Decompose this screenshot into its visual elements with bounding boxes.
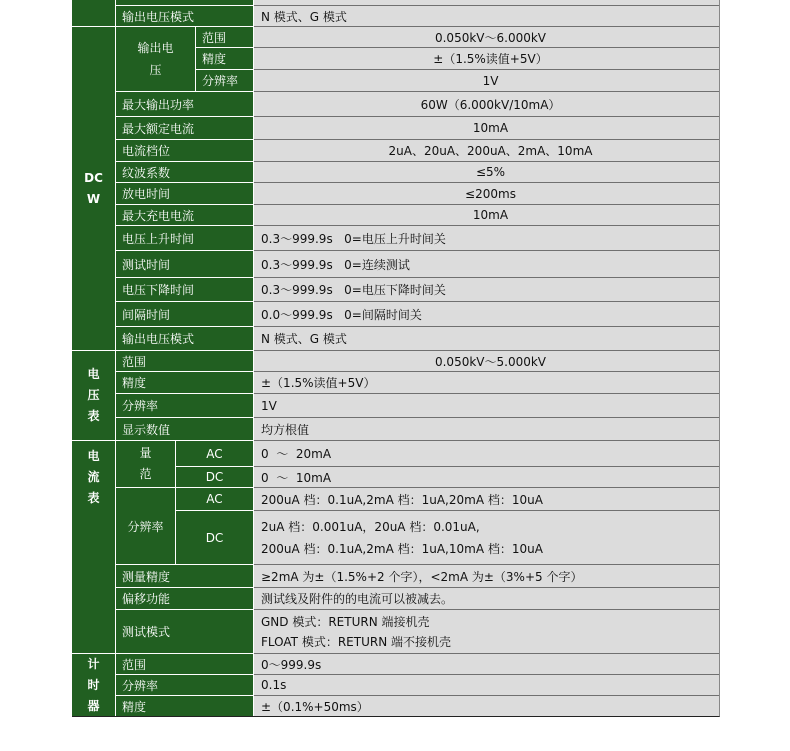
ammeter-accuracy-label: 测量精度 bbox=[116, 565, 254, 588]
ammeter-test-mode-value bbox=[254, 610, 720, 654]
ammeter-measure-range-label: 量范 bbox=[116, 441, 176, 488]
dcw-range-value: 0.050kV～6.000kV bbox=[254, 27, 720, 48]
ammeter-category-label: 电流表 bbox=[87, 449, 100, 505]
ammeter-range-dc-label: DC bbox=[176, 467, 254, 488]
spec-table bbox=[72, 0, 720, 717]
timer-resolution-label: 分辨率 bbox=[116, 675, 254, 696]
voltmeter-resolution-label: 分辨率 bbox=[116, 394, 254, 418]
ammeter-range-ac-label: AC bbox=[176, 441, 254, 467]
dcw-max-power-value: 60W（6.000kV/10mA） bbox=[254, 92, 720, 117]
ammeter-res-ac-value: 200uA 档：0.1uA,2mA 档：1uA,20mA 档：10uA bbox=[254, 488, 720, 511]
timer-resolution-value: 0.1s bbox=[254, 675, 720, 696]
ammeter-range-ac-value: 0 ～ 20mA bbox=[254, 441, 720, 467]
dcw-max-current-label: 最大额定电流 bbox=[116, 117, 254, 140]
dcw-max-charge-value: 10mA bbox=[254, 205, 720, 226]
ammeter-test-mode-line2: FLOAT 模式：RETURN 端不接机壳 bbox=[261, 634, 451, 649]
dcw-ramp-up-label: 电压上升时间 bbox=[116, 226, 254, 251]
dcw-category-label: DC W bbox=[84, 170, 103, 206]
voltmeter-category-label: 电压表 bbox=[87, 367, 100, 423]
dcw-current-range-label: 电流档位 bbox=[116, 140, 254, 162]
dcw-mode-value: N 模式、G 模式 bbox=[254, 327, 720, 351]
ammeter-res-dc-line2: 200uA 档：0.1uA,2mA 档：1uA,10mA 档：10uA bbox=[261, 541, 543, 556]
dcw-resolution-label: 分辨率 bbox=[196, 70, 254, 92]
dcw-test-time-value: 0.3～999.9s 0=连续测试 bbox=[254, 251, 720, 278]
timer-range-value: 0～999.9s bbox=[254, 654, 720, 675]
voltmeter-accuracy-value: ±（1.5%读值+5V） bbox=[254, 372, 720, 394]
acw-mode-value: N 模式、G 模式 bbox=[254, 6, 720, 27]
ammeter-test-mode-label: 测试模式 bbox=[116, 610, 254, 654]
acw-mode-label: 输出电压模式 bbox=[116, 6, 254, 27]
voltmeter-display-value: 均方根值 bbox=[254, 418, 720, 441]
ammeter-accuracy-value: ≥2mA 为±（1.5%+2 个字），<2mA 为±（3%+5 个字） bbox=[254, 565, 720, 588]
top-label-strip bbox=[116, 0, 254, 6]
dcw-accuracy-value: ±（1.5%读值+5V） bbox=[254, 48, 720, 70]
dcw-current-range-value: 2uA、20uA、200uA、2mA、10mA bbox=[254, 140, 720, 162]
dcw-ramp-up-value: 0.3～999.9s 0=电压上升时间关 bbox=[254, 226, 720, 251]
dcw-test-time-label: 测试时间 bbox=[116, 251, 254, 278]
dcw-resolution-value: 1V bbox=[254, 70, 720, 92]
timer-category bbox=[72, 654, 116, 717]
dcw-ripple-value: ≤5% bbox=[254, 162, 720, 183]
dcw-max-charge-label: 最大充电电流 bbox=[116, 205, 254, 226]
voltmeter-display-label: 显示数值 bbox=[116, 418, 254, 441]
dcw-range-label: 范围 bbox=[196, 27, 254, 48]
voltmeter-resolution-value: 1V bbox=[254, 394, 720, 418]
voltmeter-category bbox=[72, 351, 116, 441]
ammeter-offset-label: 偏移功能 bbox=[116, 588, 254, 610]
timer-range-label: 范围 bbox=[116, 654, 254, 675]
voltmeter-accuracy-label: 精度 bbox=[116, 372, 254, 394]
timer-category-label: 计时器 bbox=[87, 656, 100, 713]
dcw-discharge-label: 放电时间 bbox=[116, 183, 254, 205]
ammeter-offset-value: 测试线及附件的的电流可以被减去。 bbox=[254, 588, 720, 610]
dcw-interval-label: 间隔时间 bbox=[116, 302, 254, 327]
timer-accuracy-label: 精度 bbox=[116, 696, 254, 717]
dcw-ramp-down-value: 0.3～999.9s 0=电压下降时间关 bbox=[254, 278, 720, 302]
dcw-mode-label: 输出电压模式 bbox=[116, 327, 254, 351]
ammeter-range-dc-value: 0 ～ 10mA bbox=[254, 467, 720, 488]
ammeter-resolution-label: 分辨率 bbox=[116, 488, 176, 565]
dcw-max-power-label: 最大输出功率 bbox=[116, 92, 254, 117]
ammeter-res-dc-line1: 2uA 档：0.001uA，20uA 档：0.01uA, bbox=[261, 519, 480, 534]
ammeter-category bbox=[72, 441, 116, 654]
dcw-discharge-value: ≤200ms bbox=[254, 183, 720, 205]
timer-accuracy-value: ±（0.1%+50ms） bbox=[254, 696, 720, 717]
dcw-output-voltage-label: 输出电压 bbox=[116, 27, 196, 92]
ammeter-res-ac-label: AC bbox=[176, 488, 254, 511]
dcw-ripple-label: 纹波系数 bbox=[116, 162, 254, 183]
ammeter-res-dc-label: DC bbox=[176, 511, 254, 565]
dcw-max-current-value: 10mA bbox=[254, 117, 720, 140]
ammeter-res-dc-value bbox=[254, 511, 720, 565]
top-category-cell bbox=[72, 0, 116, 27]
dcw-category bbox=[72, 27, 116, 351]
dcw-accuracy-label: 精度 bbox=[196, 48, 254, 70]
ammeter-test-mode-line1: GND 模式：RETURN 端接机壳 bbox=[261, 614, 430, 629]
dcw-ramp-down-label: 电压下降时间 bbox=[116, 278, 254, 302]
voltmeter-range-value: 0.050kV～5.000kV bbox=[254, 351, 720, 372]
voltmeter-range-label: 范围 bbox=[116, 351, 254, 372]
dcw-interval-value: 0.0～999.9s 0=间隔时间关 bbox=[254, 302, 720, 327]
